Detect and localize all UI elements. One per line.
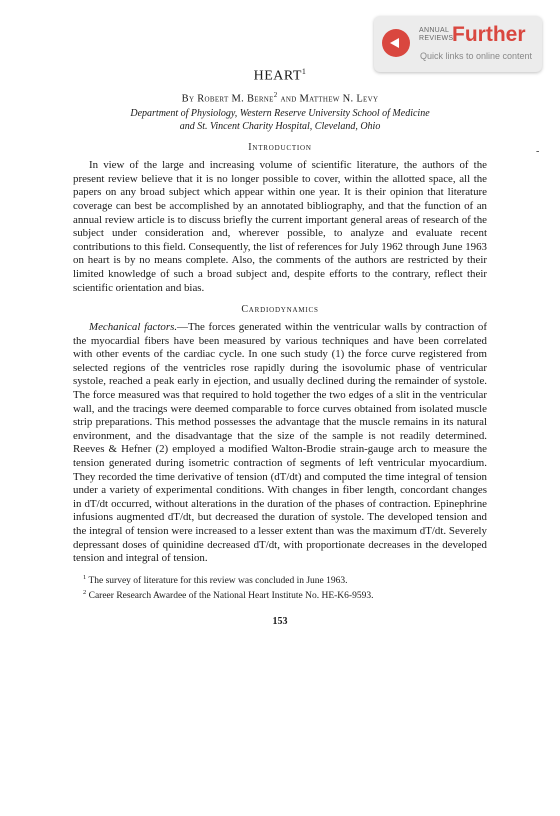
footnote-2: $^2$ Career Research Awardee of the National Heart Institute No. HE-K6-9593. xyxy=(83,588,374,602)
badge-subtitle: Quick links to online content xyxy=(420,51,533,61)
cardiodynamics-paragraph: Mechanical factors.—The forces generated within the ventricular walls by contraction of the myocardial fibers have been measured by various techniques and have been correlated with other events of the cardiac cycle. In one such study (1) the force curve registered from selected regions of the ventricles rose rapidly during the isovolumic phase of ventricular systole, reached a peak early in ejection, and usually declined during the remainder of systole. The force measured was that required to hold together the two edges of a slit in the ventricular wall, and the tracings were deemed comparable to force curves obtained from isolated muscle strip preparations. This method possesses the advantage that the muscle remains in its natural environment, and the disadvantage that the size of the sample is not readily determined. Reeves & Hefner (2) employed a modified Walton-Brodie strain-gauge arch to measure the tension generated during isometric contraction of segments of left ventricular myocardium. They recorded the time derivative of tension (dT/dt) and computed the time integral of tension under a variety of experimental conditions. With changes in fiber length, concordant changes in dT/dt occurred, without alterations in the duration of the phases of contraction. Epinephrine infusions augmented dT/dt, but decreased the duration of systole. The developed tension and the integral of tension were increased to a lesser extent than was the maximum dT/dt. Severely depressant doses of quinidine decreased dT/dt, with proportionate decreases in the developed tension and integral of tension. xyxy=(73,321,487,565)
annual-reviews-label: ANNUAL REVIEWS xyxy=(419,27,454,42)
section-heading-cardiodynamics: Cardiodynamics xyxy=(241,304,319,316)
article-title: HEART$^1$ xyxy=(253,67,307,84)
back-arrow-icon xyxy=(382,29,410,57)
further-label: Further xyxy=(452,23,526,46)
footnote-1: $^1$ The survey of literature for this review was concluded in June 1963. xyxy=(83,573,348,586)
page-number: 153 xyxy=(272,616,288,628)
further-links-badge[interactable] xyxy=(374,16,542,72)
paragraph-lead: Mechanical factors. xyxy=(89,321,178,334)
author-line: By Robert M. Berne$^2$ and Matthew N. Levy xyxy=(181,90,379,105)
title-footnote-mark: 1 xyxy=(301,67,307,76)
section-heading-introduction: Introduction xyxy=(248,142,312,154)
article-page xyxy=(73,66,487,627)
introduction-paragraph: In view of the large and increasing volume of scientific literature, the authors of the present review believe that it is no longer possible to cover, within the allotted space, all the papers on any broad subject which appear within one year. It is their opinion that literature coverage can best be accomplished by an annotated bibliography, and that the function of an annual review article is to discuss briefly the current important general areas of research of the subject under consideration and, wherever possible, to analyze and evaluate recent contributions to this field. Consequently, the list of references for July 1962 through June 1963 on heart is by no means complete. Also, the comments of the authors are restricted by their limited knowledge of such a broad subject and, despite efforts to the contrary, reflect their scientific orientation and bias. xyxy=(73,159,487,294)
affiliation: Department of Physiology, Western Reserve University School of Medicine and St. Vincent Charity Hospital, Cleveland, Ohio xyxy=(130,108,430,133)
margin-mark: - xyxy=(536,146,540,157)
